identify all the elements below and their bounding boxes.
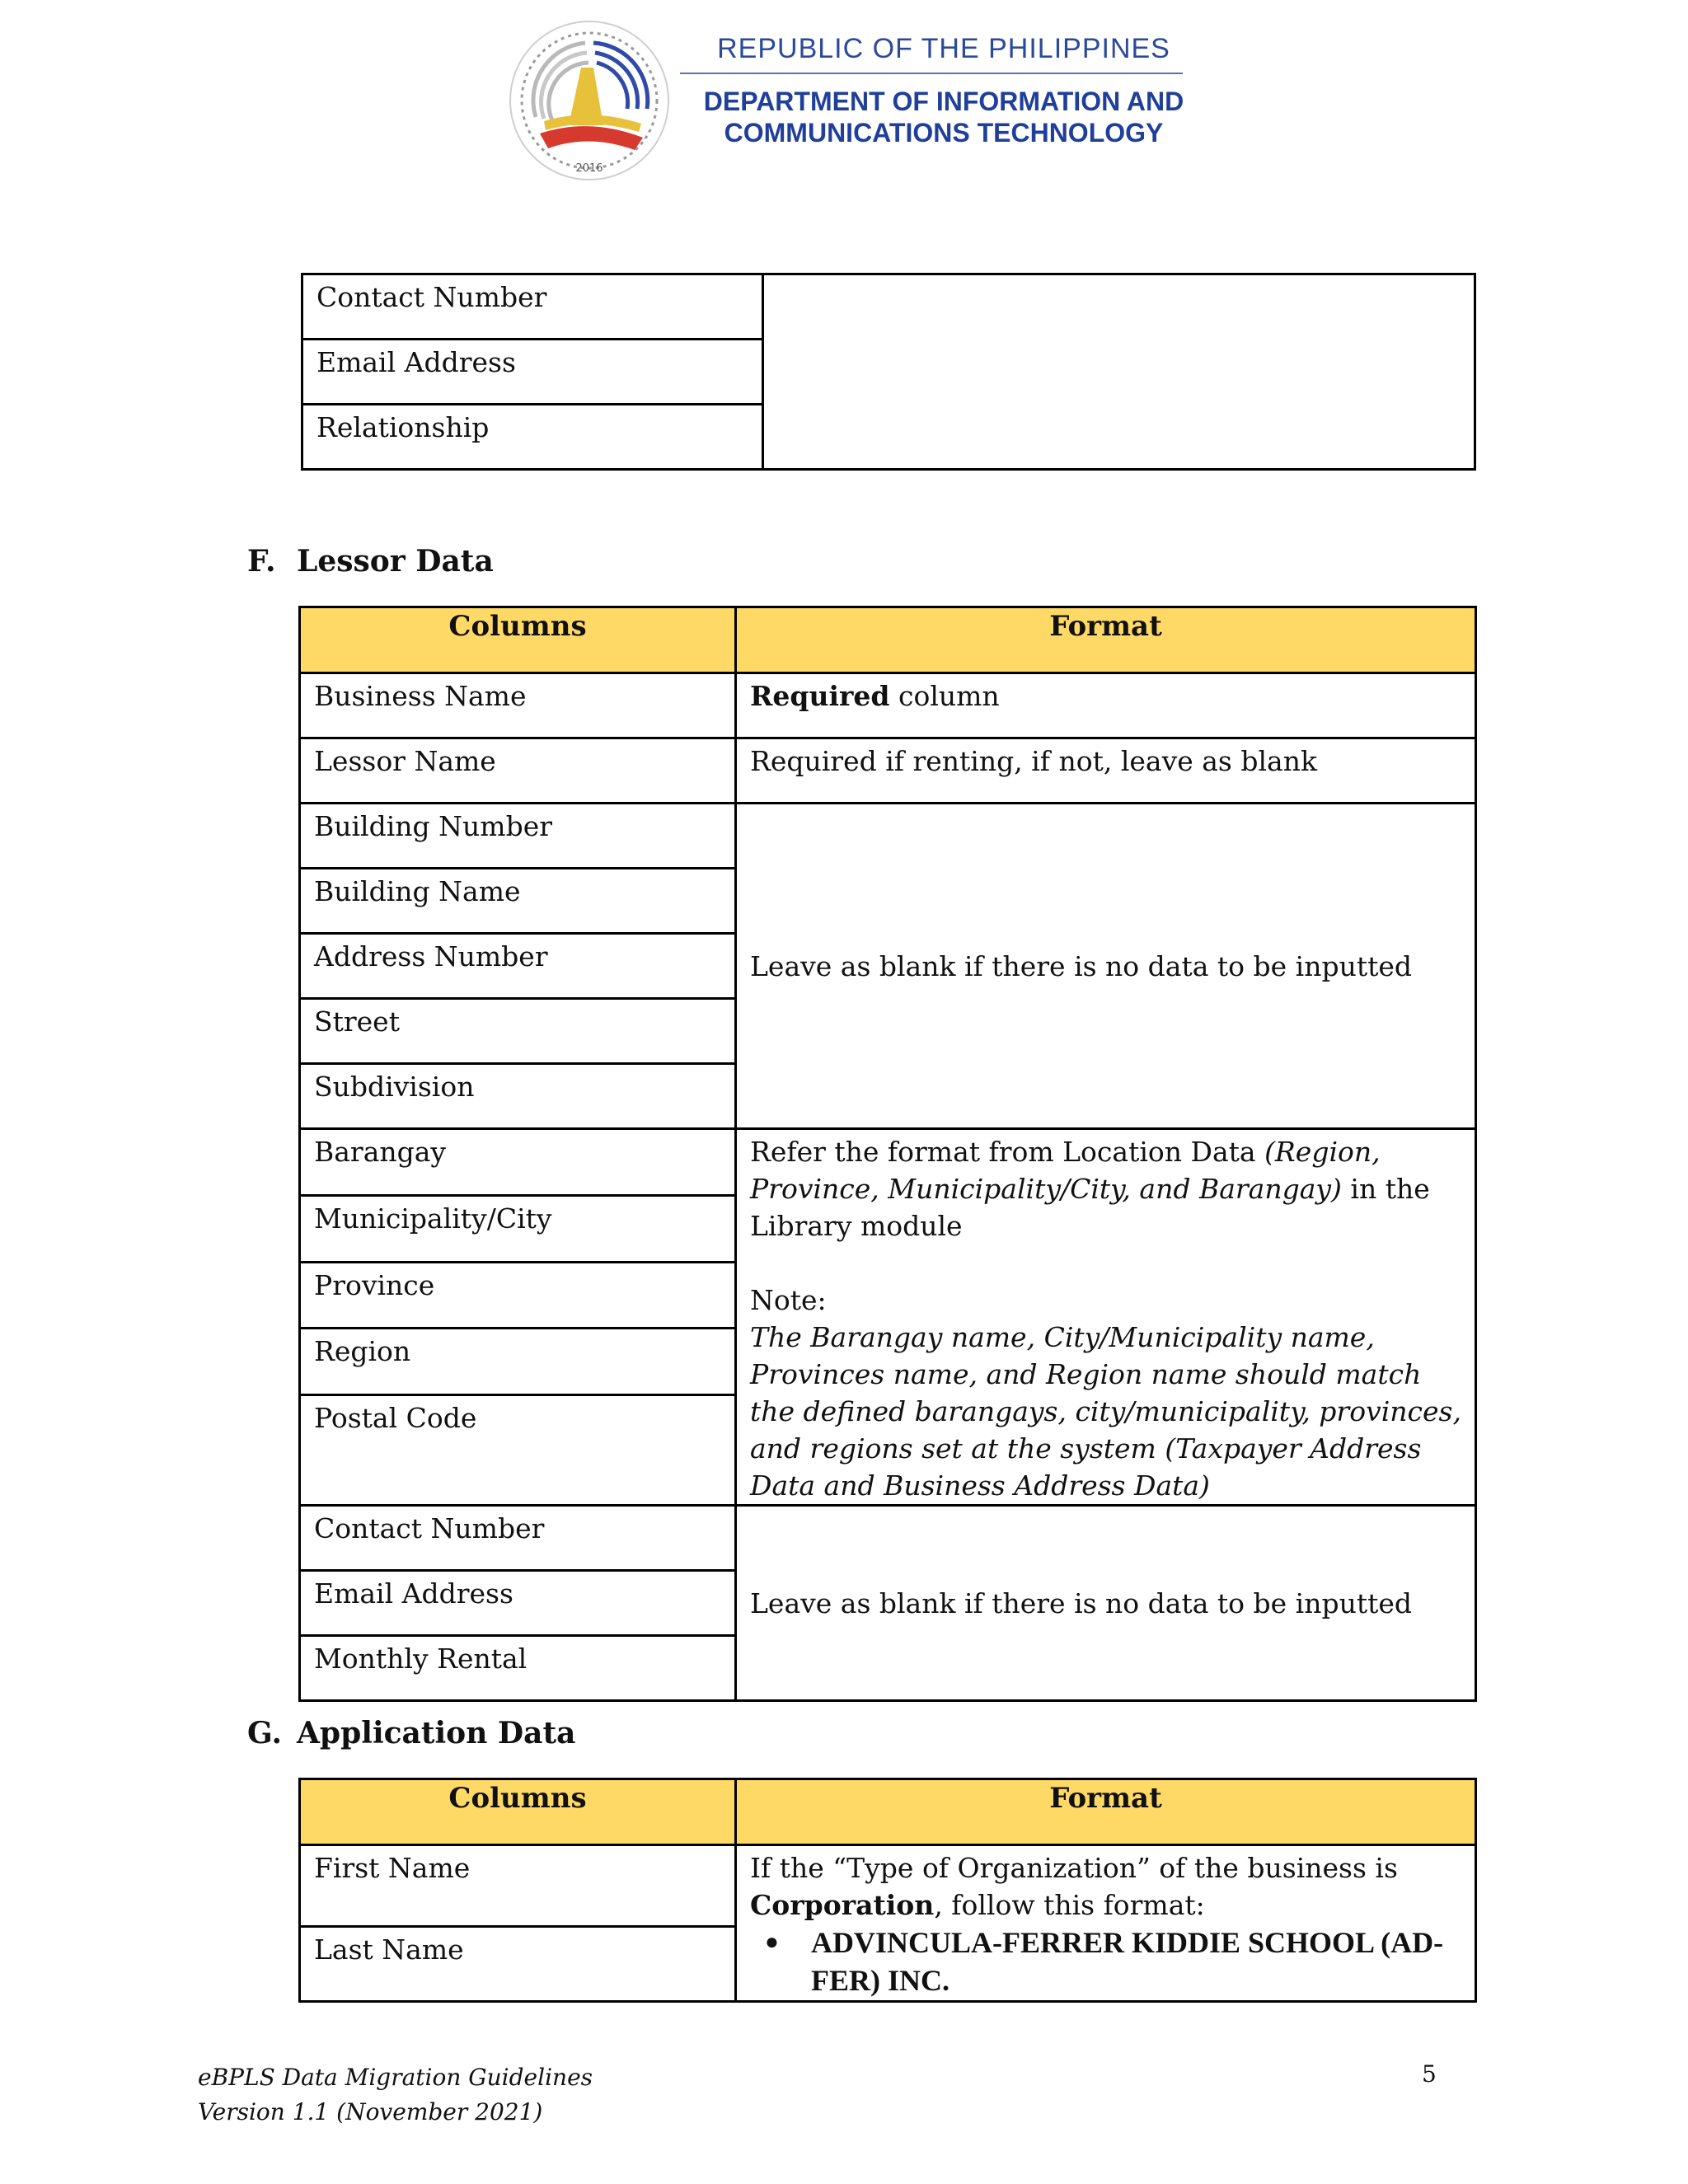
format-cell: Refer the format from Location Data (Region, Province, Municipality/City, and Barangay) in the Library module Note: The Barangay name, City/Municipality name, Provinces name, and Region name should match the defined barangays, city/municipality, provinces, and regions set at the system (Taxpayer Address Data and Business Address Data) — [736, 1129, 1476, 1506]
table-row — [300, 738, 1476, 804]
table-row — [300, 1129, 1476, 1196]
column-cell: Province — [300, 1262, 736, 1329]
column-cell: Monthly Rental — [300, 1636, 736, 1701]
column-cell: Postal Code — [300, 1395, 736, 1506]
column-cell: Lessor Name — [300, 738, 736, 804]
format-cell: Required column — [736, 673, 1476, 738]
column-cell: Barangay — [300, 1129, 736, 1196]
table-lessor-data — [298, 606, 1477, 1702]
format-cell: Leave as blank if there is no data to be inputted — [736, 1506, 1476, 1701]
column-cell: Relationship — [302, 405, 763, 470]
table-row — [302, 274, 1475, 340]
column-cell: Last Name — [300, 1927, 736, 2002]
column-cell: Municipality/City — [300, 1195, 736, 1262]
column-cell: Contact Number — [300, 1506, 736, 1571]
section-f-title: F. Lessor Data — [247, 544, 494, 579]
table-row — [300, 673, 1476, 738]
table-header-row — [300, 1779, 1476, 1845]
format-cell: Leave as blank if there is no data to be inputted — [736, 804, 1476, 1129]
column-cell: Contact Number — [302, 274, 763, 340]
table-header-row — [300, 607, 1476, 673]
column-cell: Email Address — [302, 340, 763, 405]
svg-text:2016: 2016 — [575, 162, 603, 175]
dict-header — [503, 18, 1184, 183]
section-g-title: G. Application Data — [247, 1716, 576, 1750]
column-cell: Building Number — [300, 804, 736, 869]
header-republic: REPUBLIC OF THE PHILIPPINES — [717, 33, 1170, 64]
list-item: ● ADVINCULA-FERRER KIDDIE SCHOOL (AD-FER) INC. — [811, 1924, 1461, 1999]
column-cell: First Name — [300, 1845, 736, 1927]
table-application-data — [298, 1778, 1477, 2003]
footer — [198, 2060, 593, 2130]
format-header: Format — [736, 607, 1476, 673]
table-row — [300, 1506, 1476, 1571]
table-section-e-continued — [301, 273, 1476, 471]
table-row — [300, 1845, 1476, 1927]
column-cell: Subdivision — [300, 1064, 736, 1129]
footer-version: Version 1.1 (November 2021) — [198, 2098, 543, 2125]
column-cell: Street — [300, 999, 736, 1064]
header-divider — [680, 73, 1183, 74]
format-cell — [763, 274, 1475, 470]
bullet-list — [750, 1924, 1461, 1999]
columns-header: Columns — [300, 607, 736, 673]
footer-title: eBPLS Data Migration Guidelines — [198, 2064, 593, 2091]
column-cell: Region — [300, 1329, 736, 1395]
format-header: Format — [736, 1779, 1476, 1845]
note-text: The Barangay name, City/Municipality name, Provinces name, and Region name should match the defined barangays, city/municipality, provinces, and regions set at the system (Taxpayer Address Data and Business Address Data) — [750, 1321, 1461, 1502]
header-department: DEPARTMENT OF INFORMATION AND COMMUNICATIONS TECHNOLOGY — [703, 87, 1184, 148]
format-cell: If the “Type of Organization” of the business is Corporation, follow this format: ● ADVINCULA-FERRER KIDDIE SCHOOL (AD-FER) INC. — [736, 1845, 1476, 2002]
columns-header: Columns — [300, 1779, 736, 1845]
column-cell: Building Name — [300, 869, 736, 934]
note-label: Note: — [750, 1284, 827, 1316]
format-cell: Required if renting, if not, leave as blank — [736, 738, 1476, 804]
dict-seal-logo — [503, 18, 676, 183]
column-cell: Business Name — [300, 673, 736, 738]
column-cell: Address Number — [300, 934, 736, 999]
page-number: 5 — [1422, 2060, 1437, 2088]
table-row — [300, 804, 1476, 869]
column-cell: Email Address — [300, 1571, 736, 1636]
